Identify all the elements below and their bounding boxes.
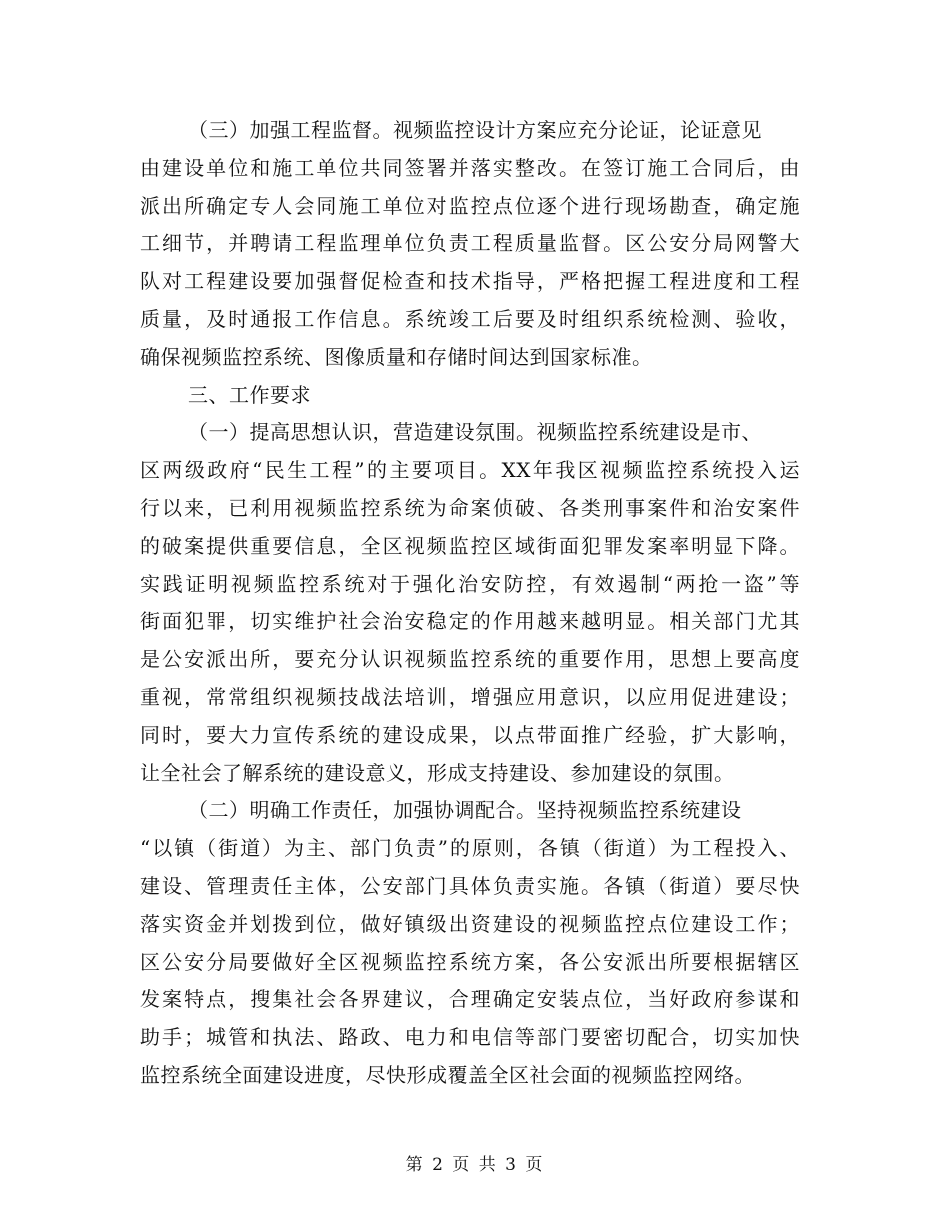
text-line: 监控系统全面建设进度，尽快形成覆盖全区社会面的视频监控网络。 — [140, 1062, 755, 1087]
text-line: 实践证明视频监控系统对于强化治安防控，有效遏制“两抢一盗”等 — [140, 571, 800, 596]
text-line: （三）加强工程监督。视频监控设计方案应充分论证，论证意见 — [188, 118, 762, 142]
text-line: 由建设单位和施工单位共同签署并落实整改。在签订施工合同后，由 — [140, 155, 800, 180]
text-line: （二）明确工作责任，加强协调配合。坚持视频监控系统建设 — [188, 798, 742, 823]
text-line: 落实资金并划拨到位，做好镇级出资建设的视频监控点位建设工作； — [140, 911, 800, 936]
text-line: 重视，常常组织视频技战法培训，增强应用意识，以应用促进建设； — [140, 684, 800, 709]
text-line: （一）提高思想认识，营造建设氛围。视频监控系统建设是市、 — [188, 420, 762, 445]
text-line: 街面犯罪，切实维护社会治安稳定的作用越来越明显。相关部门尤其 — [140, 609, 800, 634]
text-line: 区两级政府“民生工程”的主要项目。XX年我区视频监控系统投入运 — [140, 458, 800, 483]
text-line: 同时，要大力宣传系统的建设成果，以点带面推广经验，扩大影响， — [140, 722, 800, 747]
page-number: 第 2 页 共 3 页 — [405, 1155, 545, 1175]
text-line: 是公安派出所，要充分认识视频监控系统的重要作用，思想上要高度 — [140, 647, 800, 672]
text-line: 助手；城管和执法、路政、电力和电信等部门要密切配合，切实加快 — [140, 1025, 800, 1050]
text-line: 的破案提供重要信息，全区视频监控区域街面犯罪发案率明显下降。 — [140, 533, 800, 558]
text-line: 建设、管理责任主体，公安部门具体负责实施。各镇（街道）要尽快 — [140, 873, 800, 898]
text-line: “以镇（街道）为主、部门负责”的原则，各镇（街道）为工程投入、 — [140, 836, 800, 861]
section-heading: 三、工作要求 — [188, 382, 311, 407]
text-line: 队对工程建设要加强督促检查和技术指导，严格把握工程进度和工程 — [140, 269, 800, 294]
text-line: 行以来，已利用视频监控系统为命案侦破、各类刑事案件和治安案件 — [140, 495, 800, 520]
text-line: 确保视频监控系统、图像质量和存储时间达到国家标准。 — [140, 344, 653, 369]
text-line: 区公安分局要做好全区视频监控系统方案，各公安派出所要根据辖区 — [140, 949, 800, 974]
text-line: 工细节，并聘请工程监理单位负责工程质量监督。区公安分局网警大 — [140, 231, 800, 256]
text-line: 发案特点，搜集社会各界建议，合理确定安装点位，当好政府参谋和 — [140, 987, 800, 1012]
text-line: 派出所确定专人会同施工单位对监控点位逐个进行现场勘查，确定施 — [140, 193, 800, 218]
text-line: 质量，及时通报工作信息。系统竣工后要及时组织系统检测、验收， — [140, 306, 800, 331]
text-line: 让全社会了解系统的建设意义，形成支持建设、参加建设的氛围。 — [140, 760, 735, 785]
body-text — [140, 112, 800, 1095]
